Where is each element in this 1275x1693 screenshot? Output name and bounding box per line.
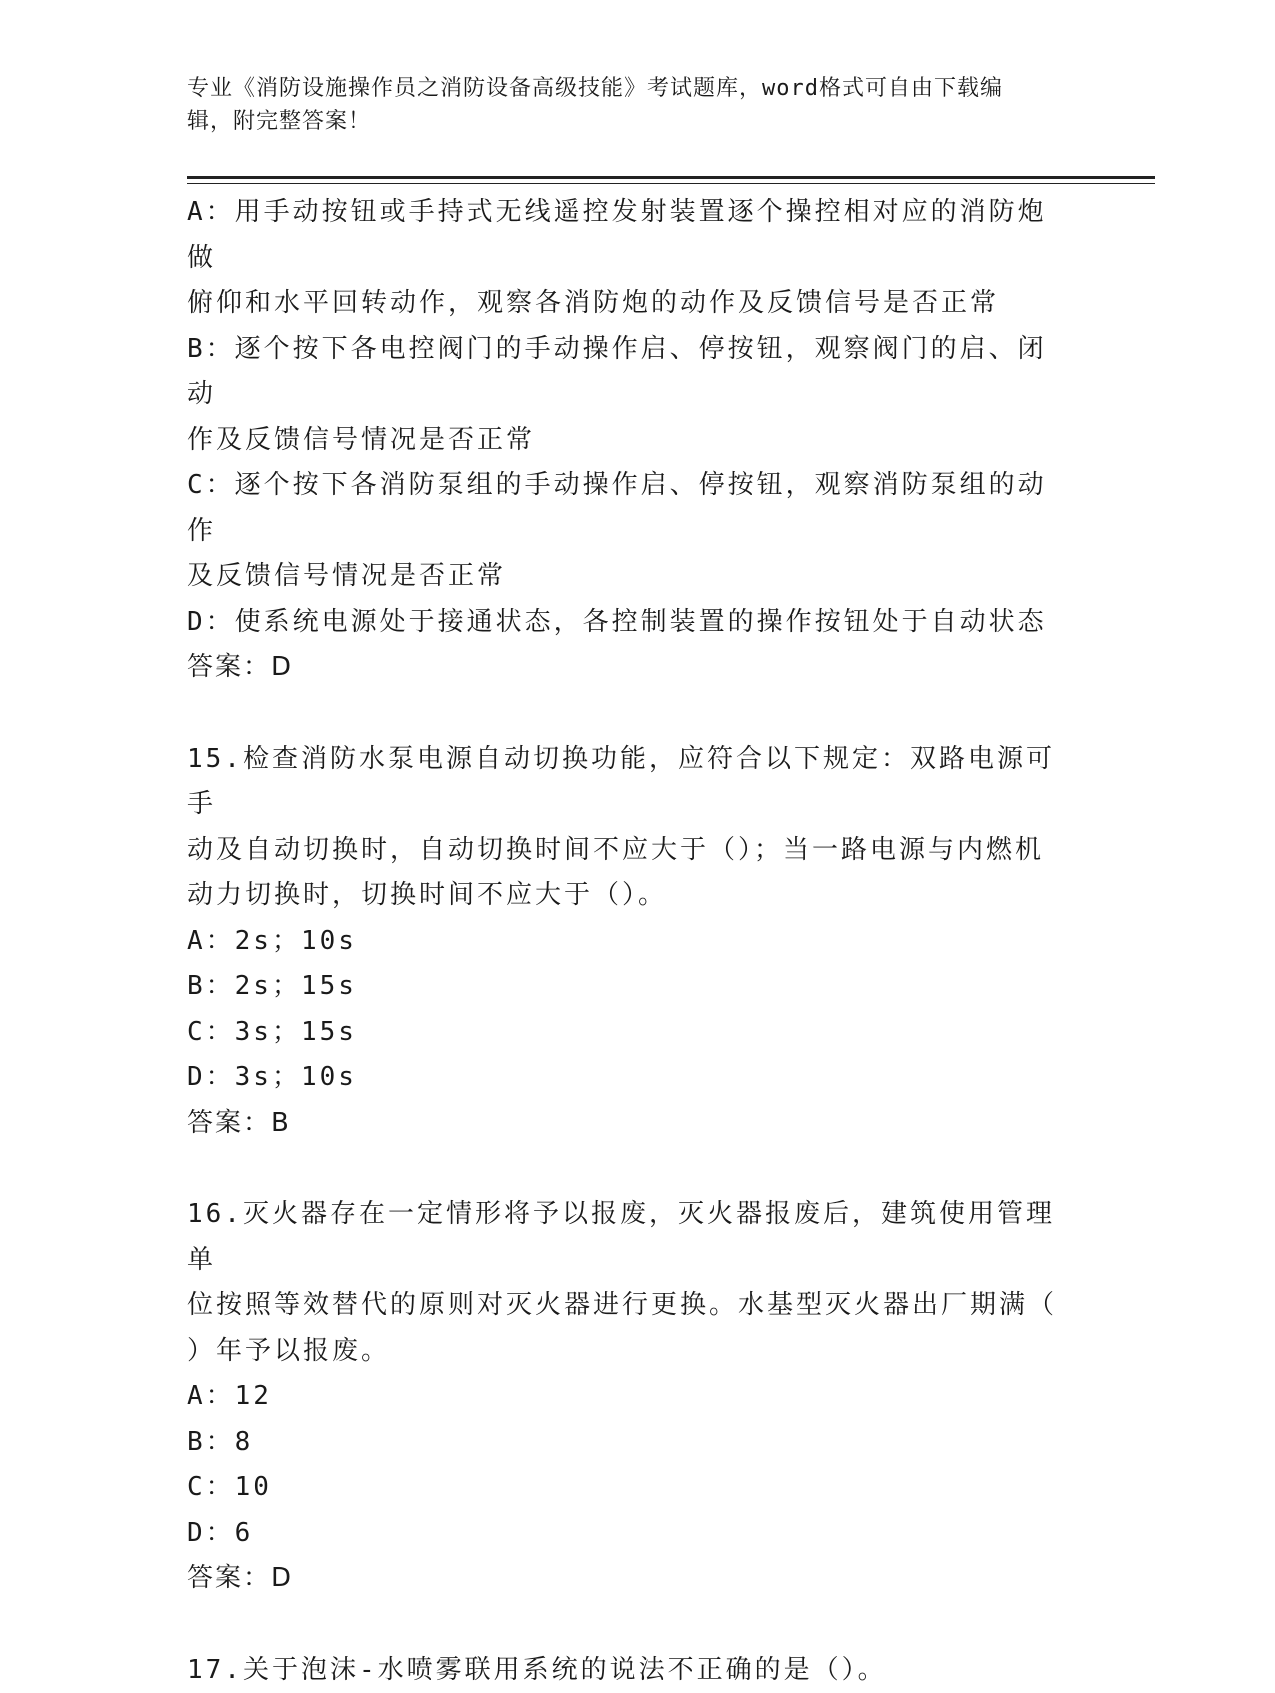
header-divider — [187, 176, 1155, 179]
option-line: 俯仰和水平回转动作，观察各消防炮的动作及反馈信号是否正常 — [187, 281, 1067, 327]
question-stem: 动力切换时，切换时间不应大于（）。 — [187, 873, 1067, 919]
question-stem: 16.灭火器存在一定情形将予以报废，灭火器报废后，建筑使用管理单 — [187, 1192, 1067, 1283]
option-line: B：逐个按下各电控阀门的手动操作启、停按钮，观察阀门的启、闭动 — [187, 327, 1067, 418]
question-stem: 位按照等效替代的原则对灭火器进行更换。水基型灭火器出厂期满（ — [187, 1283, 1067, 1329]
spacer — [187, 1146, 1067, 1192]
option-line: A：用手动按钮或手持式无线遥控发射装置逐个操控相对应的消防炮做 — [187, 190, 1067, 281]
question-14 — [187, 190, 1067, 691]
answer-line: 答案：D — [187, 645, 1067, 691]
spacer — [187, 1602, 1067, 1648]
option-line: 及反馈信号情况是否正常 — [187, 554, 1067, 600]
option-line: 作及反馈信号情况是否正常 — [187, 418, 1067, 464]
header-line: 专业《消防设施操作员之消防设备高级技能》考试题库，word格式可自由下载编 — [187, 72, 1067, 105]
question-content — [187, 190, 1067, 1693]
document-header — [187, 72, 1067, 138]
option-line: B：8 — [187, 1420, 1067, 1466]
question-15 — [187, 737, 1067, 1147]
option-line: A：2s；10s — [187, 919, 1067, 965]
question-17 — [187, 1648, 1067, 1693]
header-line: 辑，附完整答案！ — [187, 105, 1067, 138]
option-line: C：10 — [187, 1465, 1067, 1511]
answer-line: 答案：D — [187, 1556, 1067, 1602]
spacer — [187, 691, 1067, 737]
option-line: C：3s；15s — [187, 1010, 1067, 1056]
answer-line: 答案：B — [187, 1101, 1067, 1147]
question-stem: 动及自动切换时，自动切换时间不应大于（）；当一路电源与内燃机 — [187, 828, 1067, 874]
question-16 — [187, 1192, 1067, 1602]
option-line: B：2s；15s — [187, 964, 1067, 1010]
option-line: C：逐个按下各消防泵组的手动操作启、停按钮，观察消防泵组的动作 — [187, 463, 1067, 554]
option-line: D：3s；10s — [187, 1055, 1067, 1101]
header-divider-thin — [187, 183, 1155, 184]
question-stem: ）年予以报废。 — [187, 1329, 1067, 1375]
option-line: D：6 — [187, 1511, 1067, 1557]
question-stem: 15.检查消防水泵电源自动切换功能，应符合以下规定：双路电源可手 — [187, 737, 1067, 828]
option-line: D：使系统电源处于接通状态，各控制装置的操作按钮处于自动状态 — [187, 600, 1067, 646]
option-line: A：12 — [187, 1374, 1067, 1420]
question-stem: 17.关于泡沫-水喷雾联用系统的说法不正确的是（）。 — [187, 1648, 1067, 1693]
